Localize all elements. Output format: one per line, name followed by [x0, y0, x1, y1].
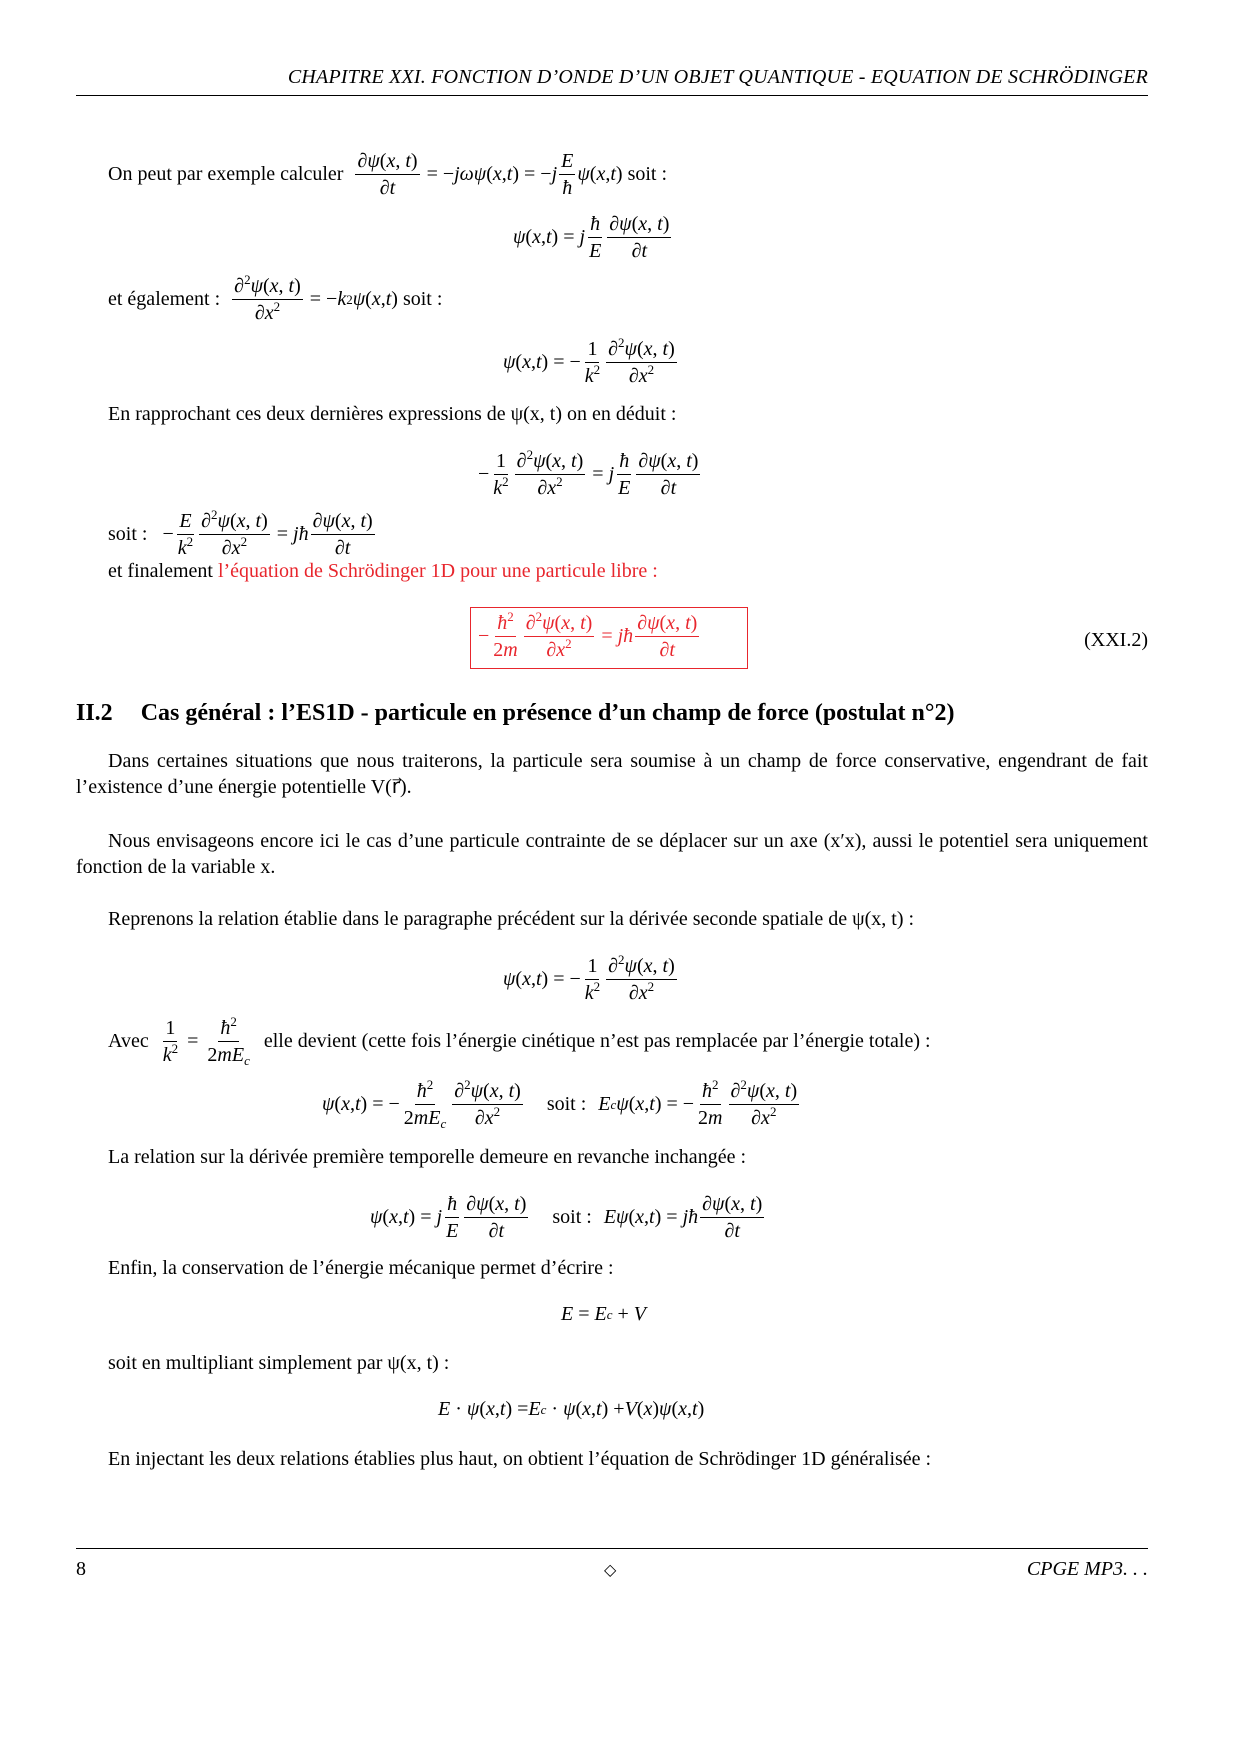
paragraph: En injectant les deux relations établies plus haut, on obtient l’équation de Schrödinger 1D généralisée : — [108, 1448, 932, 1470]
paragraph: Reprenons la relation établie dans le paragraphe précédent sur la dérivée seconde spatiale de ψ(x, t) : — [108, 908, 915, 930]
formula: E = E c + V — [561, 1303, 646, 1325]
intro-text: On peut par exemple calculer — [108, 163, 344, 185]
soit-text: soit : — [627, 163, 668, 185]
diamond-icon: ◇ — [604, 1562, 617, 1579]
soit-text: soit : — [546, 1093, 587, 1115]
section-title: Cas général : l’ES1D - particule en présence d’un champ de force (postulat n°2) — [140, 700, 955, 726]
paragraph: Nous envisageons encore ici le cas d’une particule contrainte de se déplacer sur un axe (x′x), aussi le potentiel sera uniquement fonction de la variable x. — [76, 830, 1148, 878]
footer-rule — [76, 1548, 1148, 1549]
running-header: CHAPITRE XXI. FONCTION D’ONDE D’UN OBJET QUANTIQUE - EQUATION DE SCHRÖDINGER — [287, 66, 1148, 88]
formula: − $\frac{1}{k^2}$ $\frac{\partial^2\psi(x, t)}{\partial x^2}$ = j $\frac{ħ}{E}$ $\frac{\partial\psi(x, t)}{\partial t}$ — [478, 447, 699, 499]
paragraph: En rapprochant ces deux dernières expressions de ψ(x, t) on en déduit : — [108, 403, 677, 425]
paragraph: La relation sur la dérivée première temporelle demeure en revanche inchangée : — [108, 1146, 746, 1168]
paragraph: soit en multipliant simplement par ψ(x, t) : — [108, 1352, 450, 1374]
paragraph: Enfin, la conservation de l’énergie mécanique permet d’écrire : — [108, 1257, 614, 1279]
equation-number: (XXI.2) — [1084, 629, 1148, 651]
paragraph — [108, 558, 658, 584]
formula: $\frac{\partial^2\psi(x, t)}{\partial x^2}$ — [234, 272, 301, 324]
schrodinger-free-equation: − $\frac{ħ^2}{2m}$ $\frac{\partial^2\psi(x, t)}{\partial x^2}$ = jħ $\frac{\partial\psi(x, t)}{\partial t}$ — [478, 609, 698, 661]
formula: ψ ( x , t ) = j $\frac{ħ}{E}$ $\frac{\partial\psi(x, t)}{\partial t}$ soit : Eψ ( x , t ) = jħ $\frac{\partial\psi(x, t)}{\partial t}$ — [370, 1193, 763, 1242]
soit-text: soit : — [402, 288, 443, 310]
formula: $\frac{\partial\psi(x, t)}{\partial t}$ — [357, 150, 418, 199]
paragraph-text: et finalement — [108, 560, 218, 582]
formula: ψ ( x , t ) = − $\frac{1}{k^2}$ $\frac{\partial^2\psi(x, t)}{\partial x^2}$ — [503, 335, 675, 387]
section-heading — [76, 700, 954, 727]
intro-derivative-line: On peut par exemple calculer $\frac{\partial\psi(x, t)}{\partial t}$ = − jωψ ( x , t ) = − j $\frac{E}{ħ}$ ψ ( x , t ) soit : — [108, 150, 668, 199]
soit-text: soit : — [108, 523, 148, 545]
formula: − $\frac{E}{k^2}$ $\frac{\partial^2\psi(x, t)}{\partial x^2}$ = jħ $\frac{\partial\psi(x, t)}{\partial t}$ — [162, 507, 373, 559]
page-number: 8 — [76, 1558, 86, 1580]
footer-right-text: CPGE MP3. . . — [1026, 1558, 1148, 1580]
substitution-line — [108, 1014, 931, 1068]
formula: ψ ( x , t ) = j $\frac{ħ}{E}$ $\frac{\partial\psi(x, t)}{\partial t}$ — [513, 213, 670, 262]
highlighted-text: l’équation de Schrödinger 1D pour une particule libre : — [217, 560, 658, 582]
section-number: II.2 — [76, 700, 113, 726]
paragraph-text: elle devient (cette fois l’énergie cinétique n’est pas remplacée par l’énergie totale) : — [263, 1030, 931, 1052]
header-rule — [76, 95, 1148, 96]
intro-text: et également : — [108, 288, 221, 310]
formula: $\frac{1}{k^2}$ = $\frac{ħ^2}{2mE_c}$ — [162, 1014, 250, 1068]
combined-relation-line — [108, 507, 377, 559]
soit-text: soit : — [552, 1206, 592, 1228]
formula: E · ψ ( x , t ) = E c · ψ ( x , t ) + V ( x ) ψ ( x , t ) — [438, 1398, 705, 1420]
intro-text: Avec — [108, 1030, 149, 1052]
formula: ψ ( x , t ) = − $\frac{ħ^2}{2mE_c}$ $\frac{\partial^2\psi(x, t)}{\partial x^2}$ soit : E c ψ ( x , t ) = − $\frac{ħ^2}{2m}$ $\frac{\partial^2\psi(x, t)}{\partial x^2}$ — [322, 1077, 798, 1131]
formula: ψ ( x , t ) = − $\frac{1}{k^2}$ $\frac{\partial^2\psi(x, t)}{\partial x^2}$ — [503, 952, 675, 1004]
second-derivative-line: et également : $\frac{\partial^2\psi(x, t)}{\partial x^2}$ = − k 2 ψ ( x , t ) soit : — [108, 272, 443, 324]
paragraph: Dans certaines situations que nous traiterons, la particule sera soumise à un champ de force conservative, engendrant de fait l’existence d’une énergie potentielle V(r⃗). — [76, 750, 1148, 798]
